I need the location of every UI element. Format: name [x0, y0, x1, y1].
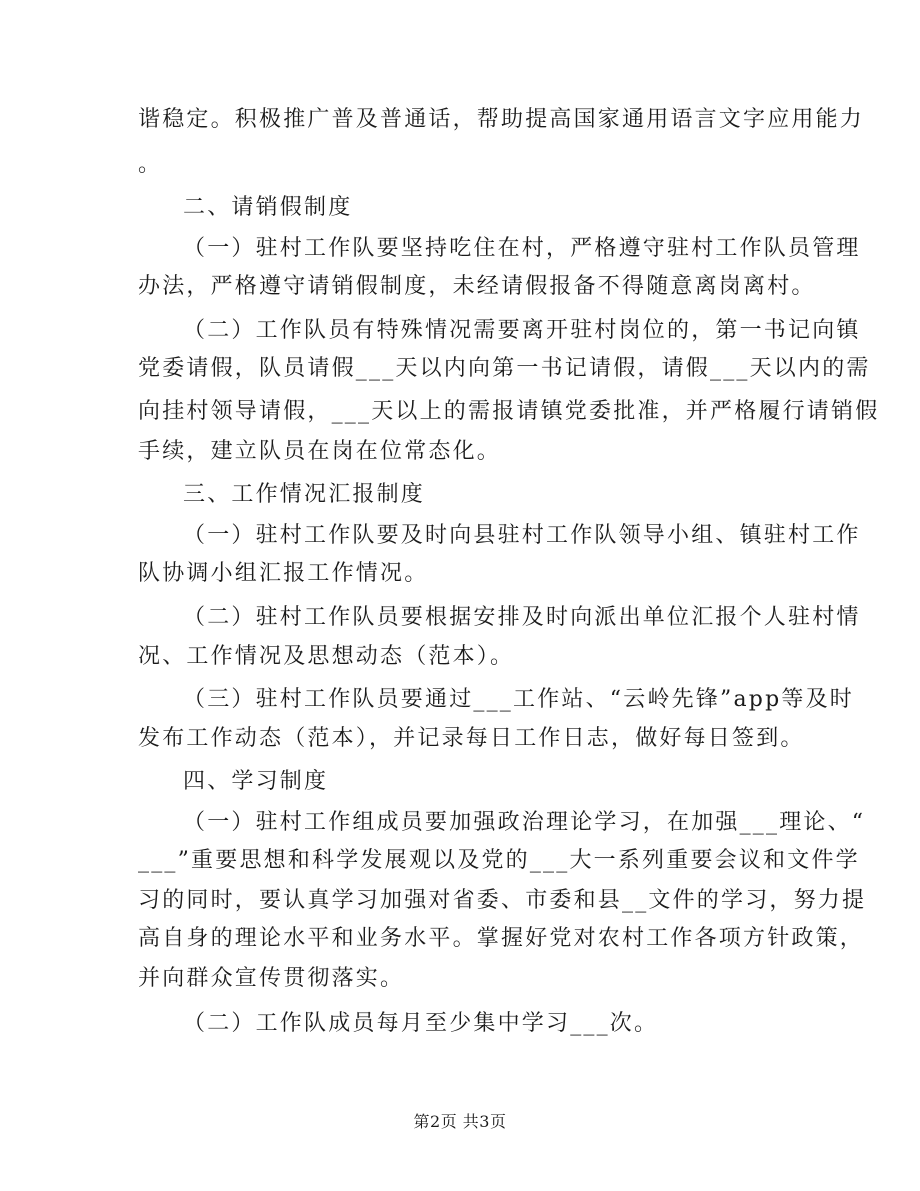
text-line: 队协调小组汇报工作情况。 [138, 561, 429, 586]
text-line: 党委请假，队员请假___天以内向第一书记请假，请假___天以内的需 [138, 356, 871, 381]
section-heading: 二、请销假制度 [183, 195, 353, 220]
text-line: 向挂村领导请假，___天以上的需报请镇党委批准，并严格履行请销假 [138, 399, 880, 424]
text-line: （一）驻村工作组成员要加强政治理论学习，在加强___理论、“ [183, 810, 866, 835]
text-line: 谐稳定。积极推广普及普通话，帮助提高国家通用语言文字应用能力 [138, 107, 865, 132]
text-line: （三）驻村工作队员要通过___工作站、“云岭先锋”app等及时 [183, 687, 854, 712]
text-line: 并向群众宣传贯彻落实。 [138, 966, 405, 991]
text-line: 手续，建立队员在岗在位常态化。 [138, 439, 502, 464]
section-heading: 四、学习制度 [183, 769, 329, 794]
text-line: 况、工作情况及思想动态（范本）。 [138, 644, 515, 669]
text-line: （一）驻村工作队要及时向县驻村工作队领导小组、镇驻村工作 [183, 523, 861, 548]
text-line: （二）工作队成员每月至少集中学习___次。 [183, 1011, 659, 1036]
text-line: （一）驻村工作队要坚持吃住在村，严格遵守驻村工作队员管理 [183, 236, 861, 261]
page-footer: 第2页 共3页 [413, 1112, 507, 1131]
text-line: 高自身的理论水平和业务水平。掌握好党对农村工作各项方针政策， [138, 926, 865, 951]
text-line: ___”重要思想和科学发展观以及党的___大一系列重要会议和文件学 [138, 848, 860, 873]
text-line: 。 [138, 152, 163, 177]
text-line: 发布工作动态（范本），并记录每日工作日志，做好每日签到。 [138, 726, 805, 751]
text-line: 办法，严格遵守请销假制度，未经请假报备不得随意离岗离村。 [138, 274, 816, 299]
text-line: （二）工作队员有特殊情况需要离开驻村岗位的，第一书记向镇 [183, 318, 861, 343]
text-line: 习的同时，要认真学习加强对省委、市委和县__文件的学习，努力提 [138, 888, 867, 913]
text-line: （二）驻村工作队员要根据安排及时向派出单位汇报个人驻村情 [183, 605, 861, 630]
section-heading: 三、工作情况汇报制度 [183, 482, 426, 507]
